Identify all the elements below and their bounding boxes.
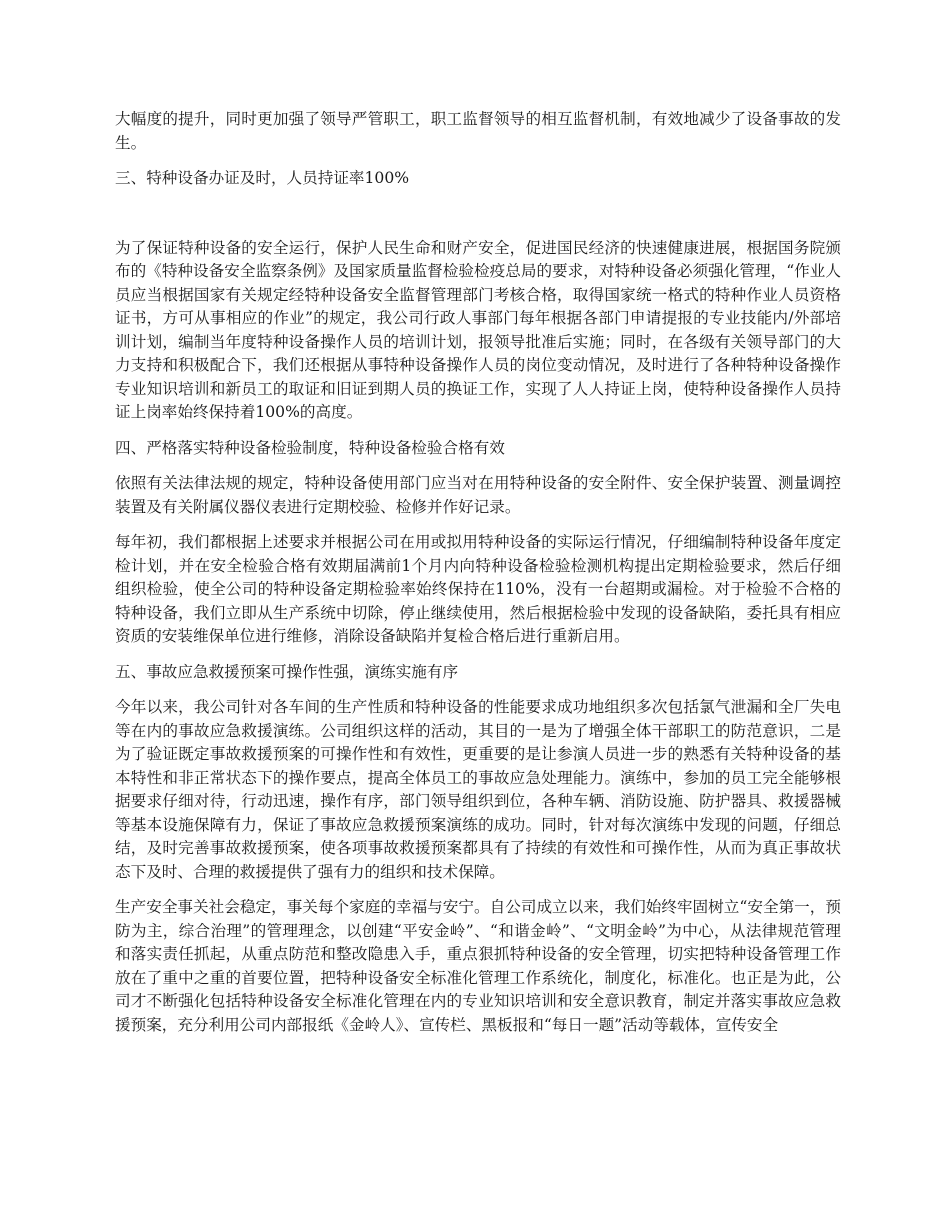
paragraph-annual-inspection: 每年初，我们都根据上述要求并根据公司在用或拟用特种设备的实际运行情况，仔细编制特种设备年度定检计划，并在安全检验合格有效期届满前1个月内向特种设备检验检测机构提出定期检验要求，然后仔细组织检验，使全公司的特种设备定期检验率始终保持在110%，没有一台超期或漏检。对于检验不合格的特种设备，我们立即从生产系统中切除，停止继续使用，然后根据检验中发现的设备缺陷，委托具有相应资质的安装维保单位进行维修，消除设备缺陷并复检合格后进行重新启用。 xyxy=(115,533,841,645)
section-heading-5: 五、事故应急救援预案可操作性强，演练实施有序 xyxy=(115,662,459,681)
paragraph-intro-continuation: 大幅度的提升，同时更加强了领导严管职工，职工监督领导的相互监督机制，有效地减少了设备事故的发生。 xyxy=(115,110,841,152)
section-heading-3: 三、特种设备办证及时，人员持证率100% xyxy=(115,169,410,187)
section-heading-4: 四、严格落实特种设备检验制度，特种设备检验合格有效 xyxy=(115,438,505,457)
paragraph-inspection-rules: 依照有关法律法规的规定，特种设备使用部门应当对在用特种设备的安全附件、安全保护装置、测量调控装置及有关附属仪器仪表进行定期校验、检修并作好记录。 xyxy=(115,474,841,516)
paragraph-certification: 为了保证特种设备的安全运行，保护人民生命和财产安全，促进国民经济的快速健康进展，根据国务院颁布的《特种设备安全监察条例》及国家质量监督检验检疫总局的要求，对特种设备必须强化管理，“作业人员应当根据国家有关规定经特种设备安全监督管理部门考核合格，取得国家统一格式的特种作业人员资格证书，方可从事相应的作业”的规定，我公司行政人事部门每年根据各部门申请提报的专业技能内/外部培训计划，编制当年度特种设备操作人员的培训计划，报领导批准后实施；同时，在各级有关领导部门的大力支持和积极配合下，我们还根据从事特种设备操作人员的岗位变动情况，及时进行了各种特种设备操作专业知识培训和新员工的取证和旧证到期人员的换证工作，实现了人人持证上岗，使特种设备操作人员持证上岗率始终保持着100%的高度。 xyxy=(115,238,841,421)
document-page xyxy=(115,108,841,1037)
paragraph-safety-summary: 生产安全事关社会稳定，事关每个家庭的幸福与安宁。自公司成立以来，我们始终牢固树立“安全第一，预防为主，综合治理”的管理理念，以创建“平安金岭”、“和谐金岭”、“文明金岭”为中心，从法律规范管理和落实责任抓起，从重点防范和整改隐患入手，重点狠抓特种设备的安全管理，切实把特种设备管理工作放在了重中之重的首要位置，把特种设备安全标准化管理工作系统化，制度化，标准化。也正是为此，公司才不断强化包括特种设备安全标准化管理在内的专业知识培训和安全意识教育，制定并落实事故应急救援预案，充分利用公司内部报纸《金岭人》、宣传栏、黑板报和“每日一题”活动等载体，宣传安全 xyxy=(115,898,841,1034)
paragraph-emergency-drill: 今年以来，我公司针对各车间的生产性质和特种设备的性能要求成功地组织多次包括氯气泄漏和全厂失电等在内的事故应急救援演练。公司组织这样的活动，其目的一是为了增强全体干部职工的防范意识，二是为了验证既定事故救援预案的可操作性和有效性，更重要的是让参演人员进一步的熟悉有关特种设备的基本特性和非正常状态下的操作要点，提高全体员工的事故应急处理能力。演练中，参加的员工完全能够根据要求仔细对待，行动迅速，操作有序，部门领导组织到位，各种车辆、消防设施、防护器具、救援器械等基本设施保障有力，保证了事故应急救援预案演练的成功。同时，针对每次演练中发现的问题，仔细总结，及时完善事故救援预案，使各项事故救援预案都具有了持续的有效性和可操作性，从而为真正事故状态下及时、合理的救援提供了强有力的组织和技术保障。 xyxy=(115,698,841,881)
